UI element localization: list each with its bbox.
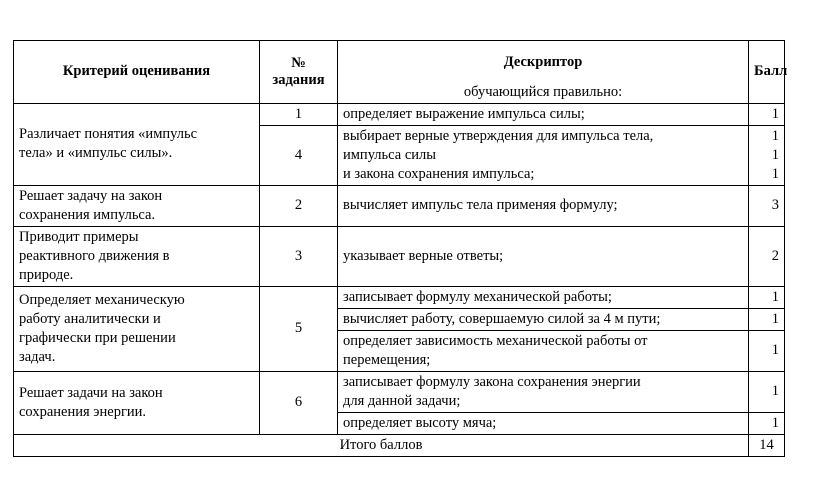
header-descriptor-sub: обучающийся правильно:: [338, 83, 749, 104]
header-row: [14, 41, 785, 83]
criterion-cell: Решает задачи на закон сохранения энергии.: [14, 371, 260, 434]
header-descriptor: Дескриптор: [338, 41, 749, 83]
header-score: Балл: [749, 41, 785, 104]
descriptor-cell: записывает формулу закона сохранения энергии для данной задачи;: [338, 371, 749, 412]
score-cell: 2: [749, 226, 785, 286]
table-row: [14, 185, 785, 226]
descriptor-cell: вычисляет работу, совершаемую силой за 4 м пути;: [338, 308, 749, 330]
criterion-cell: Определяет механическую работу аналитически и графически при решении задач.: [14, 286, 260, 371]
assessment-table: [13, 40, 788, 457]
table-row: [14, 371, 785, 412]
descriptor-cell: записывает формулу механической работы;: [338, 286, 749, 308]
task-cell: 4: [260, 125, 338, 185]
header-task-no: № задания: [260, 41, 338, 104]
criterion-cell: Решает задачу на закон сохранения импульса.: [14, 185, 260, 226]
descriptor-cell: определяет зависимость механической работы от перемещения;: [338, 330, 749, 371]
criterion-cell: Приводит примеры реактивного движения в природе.: [14, 226, 260, 286]
descriptor-cell: выбирает верные утверждения для импульса тела, импульса силы и закона сохранения импульса;: [338, 125, 749, 185]
total-label: Итого баллов: [14, 434, 749, 456]
table-row: [14, 226, 785, 286]
score-cell: 1: [749, 371, 785, 412]
table-row: [14, 103, 785, 125]
descriptor-cell: указывает верные ответы;: [338, 226, 749, 286]
score-cell: 1: [749, 412, 785, 434]
descriptor-cell: вычисляет импульс тела применяя формулу;: [338, 185, 749, 226]
descriptor-cell: определяет выражение импульса силы;: [338, 103, 749, 125]
task-cell: 5: [260, 286, 338, 371]
task-cell: 6: [260, 371, 338, 434]
criterion-cell: Различает понятия «импульс тела» и «импульс силы».: [14, 103, 260, 185]
score-cell: 3: [749, 185, 785, 226]
descriptor-cell: определяет высоту мяча;: [338, 412, 749, 434]
score-cell: 1: [749, 286, 785, 308]
task-cell: 2: [260, 185, 338, 226]
table-row: [14, 286, 785, 308]
total-score: 14: [749, 434, 785, 456]
task-cell: 1: [260, 103, 338, 125]
score-cell: 1 1 1: [749, 125, 785, 185]
score-cell: 1: [749, 330, 785, 371]
score-cell: 1: [749, 308, 785, 330]
score-cell: 1: [749, 103, 785, 125]
header-criterion: Критерий оценивания: [14, 41, 260, 104]
total-row: [14, 434, 785, 456]
task-cell: 3: [260, 226, 338, 286]
